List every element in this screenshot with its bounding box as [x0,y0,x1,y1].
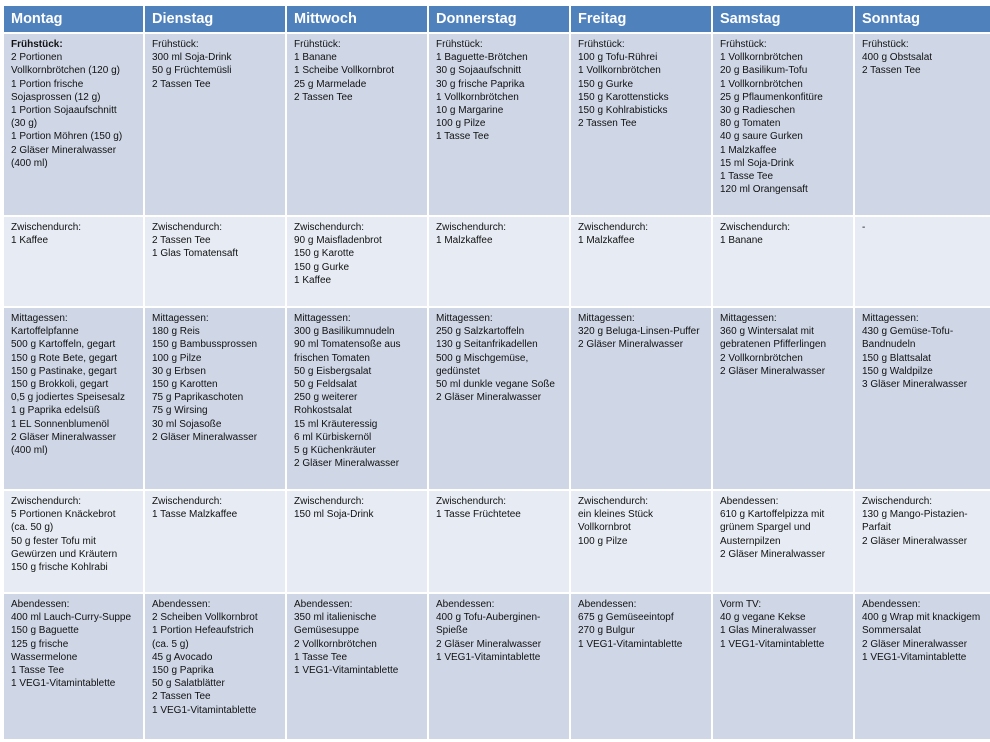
meal-item: 400 g Obstsalat [862,52,933,64]
meal-item: 1 Portion Sojaaufschnitt [11,105,117,117]
meal-item: 1 Vollkornbrötchen [578,65,661,77]
day-header-mittwoch: Mittwoch [287,6,427,32]
meal-item: 5 g Küchenkräuter [294,445,376,457]
meal-item: 150 g Karotte [294,248,355,260]
meal-heading: Frühstück: [436,39,483,50]
day-header-donnerstag: Donnerstag [429,6,569,32]
meal-item: 2 Gläser Mineralwasser [294,458,400,470]
meal-cell-samstag [713,34,853,215]
meal-item: 100 g Pilze [578,535,628,547]
meal-item: 350 ml italienische [294,612,377,624]
meal-cell-donnerstag [429,308,569,489]
meal-heading: Frühstück: [720,39,767,50]
meal-item: 50 ml dunkle vegane Soße [436,379,555,391]
meal-item: Vollkornbrot [578,522,631,534]
meal-item: 150 g Paprika [152,665,214,677]
meal-cell-dienstag [145,594,285,739]
meal-item: 50 g Früchtemüsli [152,65,232,77]
meal-cell-donnerstag [429,594,569,739]
meal-heading: Abendessen: [11,599,70,610]
meal-item: 30 g Sojaaufschnitt [436,65,522,77]
meal-item: 2 Scheiben Vollkornbrot [152,612,258,624]
meal-item: 675 g Gemüseeintopf [578,612,674,624]
meal-cell-freitag [571,594,711,739]
meal-row-5 [4,594,990,739]
meal-item: 2 Gläser Mineralwasser [436,638,542,650]
meal-item: Gewürzen und Kräutern [11,548,118,560]
meal-item: 2 Gläser Mineralwasser [11,144,117,156]
meal-heading: Mittagessen: [862,313,919,324]
meal-heading: Mittagessen: [436,313,493,324]
meal-item: 2 Gläser Mineralwasser [862,638,968,650]
meal-item: 430 g Gemüse-Tofu- [862,326,954,338]
meal-item: 1 Tasse Malzkaffee [152,509,238,521]
meal-item: 90 g Maisfladenbrot [294,235,382,247]
meal-cell-dienstag [145,34,285,215]
meal-item: 45 g Avocado [152,651,213,663]
meal-item: 10 g Margarine [436,105,504,117]
meal-item: 150 g Bambussprossen [152,339,258,351]
meal-item: 150 g Brokkoli, gegart [11,379,109,391]
meal-item: 130 g Mango-Pistazien- [862,509,968,521]
meal-heading: Zwischendurch: [578,222,649,233]
meal-item: 1 VEG1-Vitamintablette [862,651,967,663]
meal-cell-montag [4,594,143,739]
meal-heading: Abendessen: [578,599,637,610]
meal-cell-samstag [713,491,853,592]
meal-item: 300 ml Soja-Drink [152,52,232,64]
meal-item: 125 g frische [11,638,69,650]
day-header-montag: Montag [4,6,143,32]
meal-item: Bandnudeln [862,339,916,351]
meal-item: 120 ml Orangensaft [720,184,808,196]
meal-heading: Abendessen: [720,496,779,507]
meal-item: 75 g Wirsing [152,405,208,417]
meal-heading: Frühstück: [862,39,909,50]
meal-cell-montag [4,34,143,215]
meal-item: 30 g Radieschen [720,105,796,117]
meal-item: 1 Baguette-Brötchen [436,52,528,64]
meal-cell-montag [4,308,143,489]
day-header-samstag: Samstag [713,6,853,32]
meal-item: 1 Malzkaffee [578,235,635,247]
meal-item: 400 ml Lauch-Curry-Suppe [11,612,132,624]
meal-item: 150 g frische Kohlrabi [11,562,108,574]
meal-item: 150 g Pastinake, gegart [11,365,117,377]
meal-heading: Zwischendurch: [294,496,365,507]
meal-item: 20 g Basilikum-Tofu [720,65,808,77]
meal-heading: Abendessen: [152,599,211,610]
meal-cell-mittwoch [287,34,427,215]
meal-cell-sonntag [855,491,990,592]
meal-item: 150 g Kohlrabisticks [578,105,668,117]
meal-item: 6 ml Kürbiskernöl [294,431,372,443]
meal-item: 1 g Paprika edelsüß [11,405,100,417]
meal-item: Wassermelone [11,651,78,663]
meal-item: Sojasprossen (12 g) [11,91,101,103]
meal-item: 1 VEG1-Vitamintablette [11,678,116,690]
meal-heading: Mittagessen: [578,313,635,324]
meal-item: 1 Kaffee [294,274,332,286]
meal-cell-mittwoch [287,308,427,489]
meal-heading: Zwischendurch: [11,222,82,233]
meal-heading: Zwischendurch: [436,222,507,233]
meal-cell-samstag [713,217,853,306]
meal-item: 2 Gläser Mineralwasser [720,548,826,560]
meal-item: 1 Banane [720,235,763,247]
meal-heading: Mittagessen: [152,313,209,324]
meal-item: 300 g Basilikumnudeln [294,326,395,338]
meal-item: 150 g Blattsalat [862,352,931,364]
meal-item: 100 g Pilze [436,118,486,130]
meal-item: 1 Banane [294,52,337,64]
meal-cell-sonntag [855,217,990,306]
meal-item: 1 Glas Tomatensaft [152,248,238,260]
meal-item: 25 g Pflaumenkonfitüre [720,91,823,103]
meal-item: 1 Tasse Tee [11,665,65,677]
meal-item: 40 g vegane Kekse [720,612,806,624]
meal-item: Rohkostsalat [294,405,352,417]
meal-cell-donnerstag [429,491,569,592]
meal-cell-samstag [713,594,853,739]
meal-item: 1 Portion frische [11,78,84,90]
meal-item: frischen Tomaten [294,352,370,364]
meal-heading: Zwischendurch: [152,222,223,233]
meal-rows [4,34,990,739]
meal-item: 180 g Reis [152,326,200,338]
meal-item: (ca. 5 g) [152,638,189,650]
meal-cell-dienstag [145,217,285,306]
meal-heading: Frühstück: [152,39,199,50]
meal-item: Spieße [436,625,468,637]
meal-cell-mittwoch [287,217,427,306]
meal-heading: Zwischendurch: [578,496,649,507]
meal-item: 1 Tasse Früchtetee [436,509,521,521]
meal-heading: Vorm TV: [720,599,762,610]
meal-item: 100 g Tofu-Rührei [578,52,658,64]
meal-item: 150 g Rote Bete, gegart [11,352,118,364]
meal-item: 2 Vollkornbrötchen [294,638,377,650]
meal-item: 2 Tassen Tee [578,118,637,130]
meal-item: 150 g Gurke [578,78,634,90]
meal-item: Vollkornbrötchen (120 g) [11,65,120,77]
meal-item: 75 g Paprikaschoten [152,392,244,404]
meal-item: 150 g Karottensticks [578,91,669,103]
day-header-freitag: Freitag [571,6,711,32]
meal-heading: - [862,222,866,233]
meal-heading: Zwischendurch: [436,496,507,507]
meal-item: 1 Portion Hefeaufstrich [152,625,254,637]
meal-item: 1 Scheibe Vollkornbrot [294,65,395,77]
meal-item: 30 g Erbsen [152,365,206,377]
meal-cell-sonntag [855,34,990,215]
meal-item: 1 Malzkaffee [436,235,493,247]
meal-item: 500 g Kartoffeln, gegart [11,339,116,351]
meal-item: 150 g Gurke [294,261,350,273]
meal-item: 130 g Seitanfrikadellen [436,339,538,351]
meal-item: 50 g fester Tofu mit [11,535,96,547]
meal-item: 50 g Salatblätter [152,678,225,690]
meal-item: 0,5 g jodiertes Speisesalz [11,392,125,404]
meal-heading: Zwischendurch: [152,496,223,507]
meal-cell-dienstag [145,308,285,489]
meal-heading: Mittagessen: [11,313,68,324]
meal-item: 1 Portion Möhren (150 g) [11,131,123,143]
meal-item: 2 Tassen Tee [862,65,921,77]
meal-item: (400 ml) [11,445,48,457]
meal-item: 2 Gläser Mineralwasser [152,431,258,443]
meal-item: 2 Vollkornbrötchen [720,352,803,364]
meal-item: 1 EL Sonnenblumenöl [11,418,110,430]
meal-item: 400 g Wrap mit knackigem [862,612,981,624]
meal-item: 1 Glas Mineralwasser [720,625,817,637]
meal-heading: Abendessen: [294,599,353,610]
meal-item: 1 VEG1-Vitamintablette [578,638,683,650]
meal-item: 2 Gläser Mineralwasser [720,365,826,377]
meal-item: (30 g) [11,118,38,130]
meal-item: 1 VEG1-Vitamintablette [720,638,825,650]
meal-item: Kartoffelpfanne [11,326,79,338]
meal-item: 1 Vollkornbrötchen [720,78,803,90]
meal-item: Austernpilzen [720,535,781,547]
meal-heading: Zwischendurch: [720,222,791,233]
meal-item: 1 Tasse Tee [294,651,348,663]
meal-item: Sommersalat [862,625,921,637]
day-header-dienstag: Dienstag [145,6,285,32]
meal-item: 2 Tassen Tee [294,91,353,103]
meal-item: 2 Portionen [11,52,63,64]
meal-item: 270 g Bulgur [578,625,635,637]
day-header-row [4,6,990,32]
meal-item: 40 g saure Gurken [720,131,803,143]
meal-item: 90 ml Tomatensoße aus [294,339,401,351]
meal-item: 1 Kaffee [11,235,49,247]
meal-heading: Zwischendurch: [11,496,82,507]
meal-item: 80 g Tomaten [720,118,781,130]
meal-cell-sonntag [855,594,990,739]
meal-cell-sonntag [855,308,990,489]
meal-item: 1 Vollkornbrötchen [720,52,803,64]
meal-item: Parfait [862,522,891,534]
meal-item: 610 g Kartoffelpizza mit [720,509,825,521]
meal-cell-mittwoch [287,594,427,739]
meal-item: 2 Tassen Tee [152,78,211,90]
meal-heading: Mittagessen: [720,313,777,324]
meal-row-3 [4,308,990,489]
meal-cell-samstag [713,308,853,489]
meal-item: 1 VEG1-Vitamintablette [152,704,257,716]
meal-item: 2 Gläser Mineralwasser [862,535,968,547]
meal-cell-freitag [571,34,711,215]
meal-item: 2 Gläser Mineralwasser [578,339,684,351]
meal-heading: Mittagessen: [294,313,351,324]
meal-cell-dienstag [145,491,285,592]
meal-heading: Frühstück: [578,39,625,50]
meal-item: 1 Vollkornbrötchen [436,91,519,103]
meal-item: 100 g Pilze [152,352,202,364]
meal-item: 30 ml Sojasoße [152,418,222,430]
meal-item: 500 g Mischgemüse, [436,352,529,364]
meal-item: 1 VEG1-Vitamintablette [436,651,541,663]
meal-row-4 [4,491,990,592]
meal-item: 1 Tasse Tee [436,131,490,143]
meal-item: (ca. 50 g) [11,522,54,534]
meal-heading: Zwischendurch: [294,222,365,233]
meal-item: Gemüsesuppe [294,625,360,637]
meal-cell-freitag [571,308,711,489]
meal-item: 400 g Tofu-Auberginen- [436,612,541,624]
meal-row-2 [4,217,990,306]
meal-cell-freitag [571,491,711,592]
meal-item: 30 g frische Paprika [436,78,525,90]
meal-cell-montag [4,491,143,592]
meal-item: 5 Portionen Knäckebrot [11,509,116,521]
meal-item: 2 Gläser Mineralwasser [436,392,542,404]
meal-cell-montag [4,217,143,306]
meal-item: 2 Tassen Tee [152,235,211,247]
meal-cell-freitag [571,217,711,306]
meal-item: 2 Tassen Tee [152,691,211,703]
meal-heading: Abendessen: [862,599,921,610]
meal-heading: Abendessen: [436,599,495,610]
day-header-sonntag: Sonntag [855,6,990,32]
meal-item: 320 g Beluga-Linsen-Puffer [578,326,700,338]
meal-item: 50 g Eisbergsalat [294,365,372,377]
meal-heading: Frühstück: [294,39,341,50]
meal-cell-donnerstag [429,34,569,215]
meal-item: 150 g Waldpilze [862,365,933,377]
meal-item: 1 VEG1-Vitamintablette [294,665,399,677]
meal-item: 250 g weiterer [294,392,358,404]
meal-heading: Zwischendurch: [862,496,933,507]
meal-item: 1 Malzkaffee [720,144,777,156]
meal-item: gebratenen Pfifferlingen [720,339,827,351]
meal-item: 360 g Wintersalat mit [720,326,814,338]
meal-item: gedünstet [436,365,480,377]
meal-item: ein kleines Stück [578,509,654,521]
meal-item: 250 g Salzkartoffeln [436,326,525,338]
meal-item: 150 g Baguette [11,625,79,637]
meal-item: 150 ml Soja-Drink [294,509,374,521]
meal-item: 15 ml Kräuteressig [294,418,378,430]
meal-item: 1 Tasse Tee [720,171,774,183]
meal-item: 50 g Feldsalat [294,379,357,391]
meal-row-1 [4,34,990,215]
meal-cell-mittwoch [287,491,427,592]
meal-item: 3 Gläser Mineralwasser [862,379,968,391]
meal-item: 15 ml Soja-Drink [720,157,794,169]
meal-item: grünem Spargel und [720,522,811,534]
meal-item: (400 ml) [11,157,48,169]
meal-cell-donnerstag [429,217,569,306]
meal-heading: Frühstück: [11,39,63,50]
meal-item: 2 Gläser Mineralwasser [11,431,117,443]
meal-item: 150 g Karotten [152,379,218,391]
meal-plan-table [2,4,990,741]
meal-item: 25 g Marmelade [294,78,367,90]
